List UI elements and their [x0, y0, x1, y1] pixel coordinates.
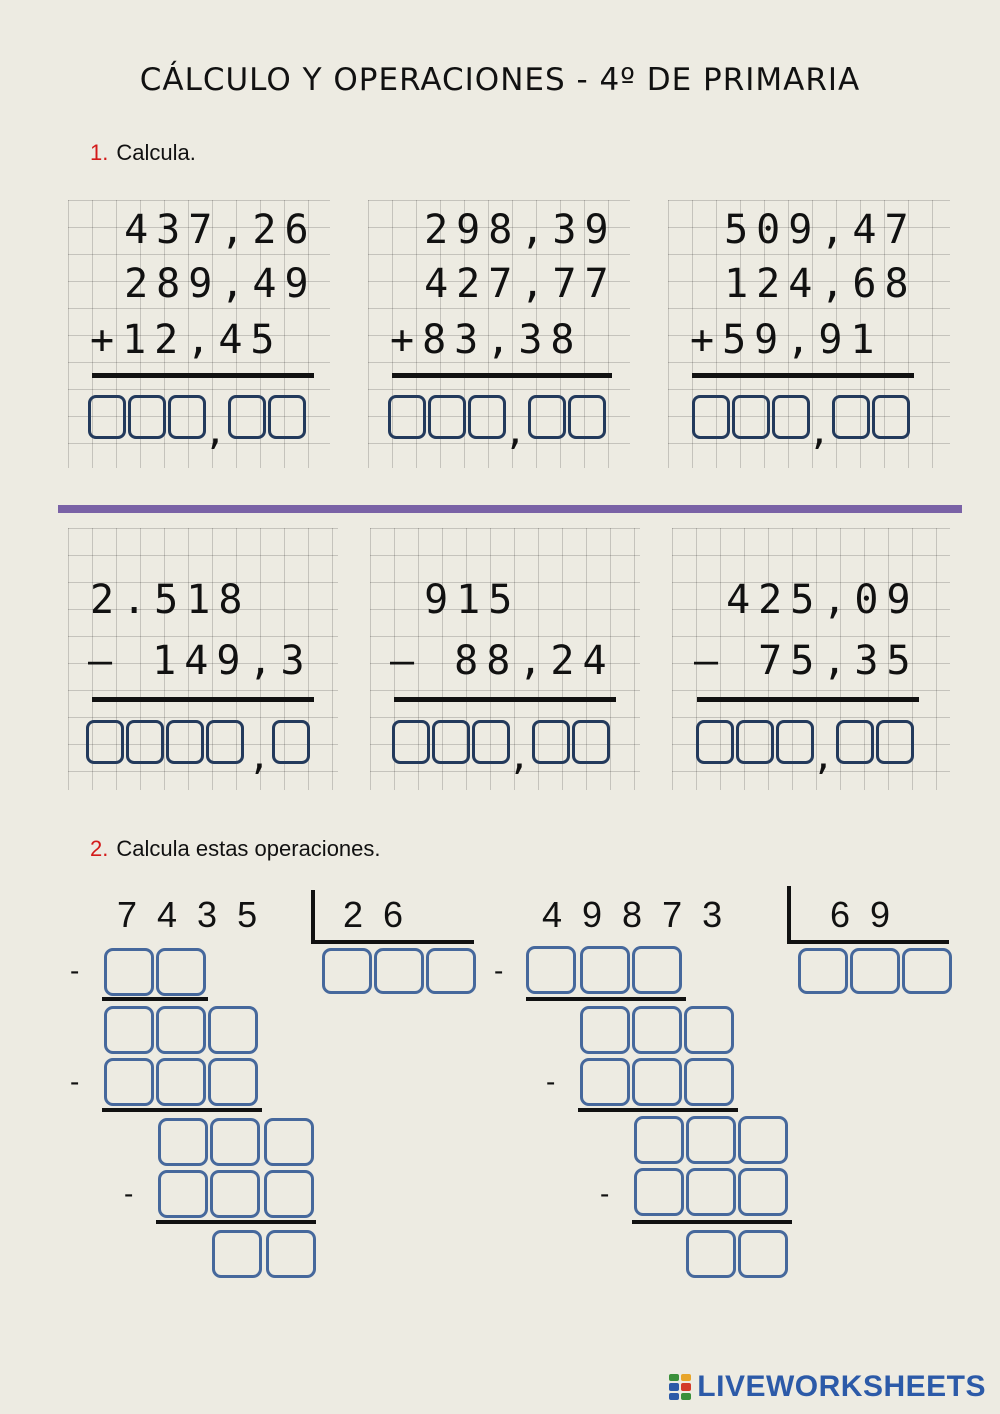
answer-box[interactable]	[832, 395, 870, 439]
division-bracket-vertical	[311, 890, 315, 944]
subtrahend: — 149,3	[88, 638, 313, 684]
work-box[interactable]	[580, 1058, 630, 1106]
work-box[interactable]	[580, 1006, 630, 1054]
answer-box[interactable]	[836, 720, 874, 764]
step-line	[526, 997, 686, 1001]
minuend: 2.518	[90, 577, 251, 623]
answer-box[interactable]	[392, 720, 430, 764]
answer-box[interactable]	[166, 720, 204, 764]
decimal-comma: ,	[812, 404, 826, 455]
work-box[interactable]	[634, 1116, 684, 1164]
answer-box[interactable]	[732, 395, 770, 439]
quotient-box[interactable]	[374, 948, 424, 994]
addend-1: 437,26	[92, 207, 317, 253]
dividend: 7435	[117, 894, 278, 935]
quotient-box[interactable]	[322, 948, 372, 994]
quotient-box[interactable]	[426, 948, 476, 994]
exercise-1-heading	[90, 140, 196, 166]
work-box[interactable]	[104, 948, 154, 996]
work-box[interactable]	[208, 1058, 258, 1106]
quotient-box[interactable]	[798, 948, 848, 994]
sum-line	[692, 373, 914, 378]
step-line	[102, 1108, 262, 1112]
dividend: 49873	[542, 894, 743, 935]
work-box[interactable]	[738, 1116, 788, 1164]
answer-box[interactable]	[88, 395, 126, 439]
answer-box[interactable]	[692, 395, 730, 439]
answer-box[interactable]	[388, 395, 426, 439]
work-box[interactable]	[158, 1170, 208, 1218]
addend-1: 509,47	[692, 207, 917, 253]
minus-sign: -	[70, 1066, 80, 1097]
decimal-comma: ,	[512, 729, 526, 780]
work-box[interactable]	[264, 1170, 314, 1218]
liveworksheets-logo[interactable]	[669, 1370, 986, 1404]
minus-sign: -	[494, 955, 504, 986]
work-box[interactable]	[738, 1168, 788, 1216]
addend-3: +12,45	[90, 317, 283, 363]
decimal-comma: ,	[816, 729, 830, 780]
work-box[interactable]	[634, 1168, 684, 1216]
remainder-box[interactable]	[686, 1230, 736, 1278]
answer-box[interactable]	[128, 395, 166, 439]
answer-box[interactable]	[272, 720, 310, 764]
logo-text: LIVEWORKSHEETS	[697, 1370, 986, 1403]
answer-box[interactable]	[568, 395, 606, 439]
answer-box[interactable]	[228, 395, 266, 439]
work-box[interactable]	[104, 1058, 154, 1106]
addend-2: 289,49	[92, 261, 317, 307]
subtrahend: — 88,24	[390, 638, 615, 684]
answer-box[interactable]	[432, 720, 470, 764]
difference-line	[394, 697, 616, 702]
work-box[interactable]	[526, 946, 576, 994]
answer-box[interactable]	[776, 720, 814, 764]
work-box[interactable]	[210, 1170, 260, 1218]
step-line	[102, 997, 208, 1001]
step-line	[632, 1220, 792, 1224]
answer-box[interactable]	[86, 720, 124, 764]
divisor: 26	[343, 894, 424, 935]
work-box[interactable]	[156, 1058, 206, 1106]
minus-sign: -	[546, 1066, 556, 1097]
answer-box[interactable]	[772, 395, 810, 439]
exercise-instruction: Calcula estas operaciones.	[116, 836, 381, 861]
work-box[interactable]	[156, 948, 206, 996]
minus-sign: -	[124, 1178, 134, 1209]
work-box[interactable]	[632, 1058, 682, 1106]
work-box[interactable]	[264, 1118, 314, 1166]
work-box[interactable]	[208, 1006, 258, 1054]
answer-box[interactable]	[268, 395, 306, 439]
work-box[interactable]	[632, 946, 682, 994]
work-box[interactable]	[684, 1058, 734, 1106]
answer-box[interactable]	[532, 720, 570, 764]
step-line	[578, 1108, 738, 1112]
answer-box[interactable]	[126, 720, 164, 764]
page-title: CÁLCULO Y OPERACIONES - 4º DE PRIMARIA	[139, 62, 861, 98]
decimal-comma: ,	[508, 404, 522, 455]
division-bracket-vertical	[787, 886, 791, 944]
exercise-number: 1.	[90, 140, 109, 165]
work-box[interactable]	[686, 1168, 736, 1216]
work-box[interactable]	[632, 1006, 682, 1054]
answer-box[interactable]	[428, 395, 466, 439]
minuend: 915	[392, 577, 521, 623]
answer-box[interactable]	[736, 720, 774, 764]
sum-line	[92, 373, 314, 378]
subtrahend: — 75,35	[694, 638, 919, 684]
decimal-comma: ,	[208, 404, 222, 455]
addend-1: 298,39	[392, 207, 617, 253]
work-box[interactable]	[684, 1006, 734, 1054]
section-divider	[58, 505, 962, 513]
work-box[interactable]	[158, 1118, 208, 1166]
work-box[interactable]	[104, 1006, 154, 1054]
answer-box[interactable]	[168, 395, 206, 439]
difference-line	[697, 697, 919, 702]
answer-box[interactable]	[572, 720, 610, 764]
answer-box[interactable]	[472, 720, 510, 764]
step-line	[156, 1220, 316, 1224]
quotient-box[interactable]	[850, 948, 900, 994]
work-box[interactable]	[580, 946, 630, 994]
addend-3: +83,38	[390, 317, 583, 363]
work-box[interactable]	[156, 1006, 206, 1054]
remainder-box[interactable]	[266, 1230, 316, 1278]
liveworksheets-logo-icon	[669, 1374, 691, 1400]
answer-box[interactable]	[876, 720, 914, 764]
exercise-instruction: Calcula.	[116, 140, 196, 165]
minus-sign: -	[70, 955, 80, 986]
answer-box[interactable]	[872, 395, 910, 439]
work-box[interactable]	[210, 1118, 260, 1166]
division-bracket-horizontal	[311, 940, 474, 944]
division-bracket-horizontal	[787, 940, 949, 944]
exercise-2-heading	[90, 836, 381, 862]
sum-line	[392, 373, 612, 378]
answer-box[interactable]	[696, 720, 734, 764]
quotient-box[interactable]	[902, 948, 952, 994]
decimal-comma: ,	[252, 729, 266, 780]
difference-line	[92, 697, 314, 702]
remainder-box[interactable]	[738, 1230, 788, 1278]
answer-box[interactable]	[528, 395, 566, 439]
answer-box[interactable]	[468, 395, 506, 439]
minuend: 425,09	[694, 577, 919, 623]
addend-2: 427,77	[392, 261, 617, 307]
remainder-box[interactable]	[212, 1230, 262, 1278]
work-box[interactable]	[686, 1116, 736, 1164]
addend-2: 124,68	[692, 261, 917, 307]
addend-3: +59,91	[690, 317, 883, 363]
answer-box[interactable]	[206, 720, 244, 764]
minus-sign: -	[600, 1178, 610, 1209]
divisor: 69	[830, 894, 911, 935]
exercise-number: 2.	[90, 836, 109, 861]
